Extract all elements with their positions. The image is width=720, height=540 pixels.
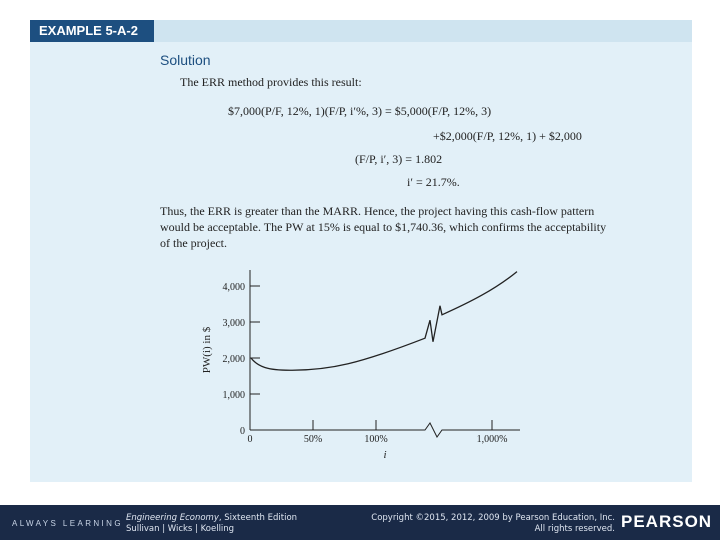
conclusion-line-3: of the project. <box>160 236 227 250</box>
book-authors: Sullivan | Wicks | Koelling <box>126 524 235 534</box>
x-tick-label: 1,000% <box>476 434 508 445</box>
x-tick-label: 100% <box>364 434 388 445</box>
y-tick-label: 2,000 <box>222 354 245 365</box>
y-tick-label: 4,000 <box>222 282 245 293</box>
equation-line-1: $7,000(P/F, 12%, 1)(F/P, i′%, 3) = $5,000(F/P, 12%, 3) <box>228 104 492 118</box>
footer-book-info <box>126 513 297 535</box>
rights-text: All rights reserved. <box>534 524 615 534</box>
solution-title: Solution <box>160 52 211 68</box>
copyright-text: Copyright ©2015, 2012, 2009 by Pearson Education, Inc. <box>371 513 615 523</box>
book-edition: , Sixteenth Edition <box>218 513 298 523</box>
x-tick-label: 0 <box>247 434 253 445</box>
equation-line-4: i′ = 21.7%. <box>407 175 460 189</box>
book-title: Engineering Economy <box>126 513 219 523</box>
y-axis-label: PW(i) in $ <box>201 326 213 374</box>
equation-line-2: +$2,000(F/P, 12%, 1) + $2,000 <box>433 129 582 143</box>
intro-text: The ERR method provides this result: <box>180 75 362 89</box>
equation-line-3: (F/P, i′, 3) = 1.802 <box>355 152 443 166</box>
conclusion-line-2: would be acceptable. The PW at 15% is equal to $1,740.36, which confirms the acceptability <box>160 220 607 234</box>
x-axis-label: i <box>383 449 387 461</box>
chart-series <box>251 272 517 371</box>
pearson-logo: PEARSON <box>621 512 713 531</box>
x-tick-label: 50% <box>303 434 323 445</box>
pw-curve <box>251 272 517 371</box>
y-tick-label: 3,000 <box>222 318 245 329</box>
footer-brand: ALWAYS LEARNING <box>12 519 123 528</box>
conclusion-line-1: Thus, the ERR is greater than the MARR. Hence, the project having this cash-flow pattern <box>160 204 595 218</box>
footer-copyright <box>371 513 615 535</box>
example-label: EXAMPLE 5-A-2 <box>30 20 154 42</box>
y-tick-label: 0 <box>240 426 245 437</box>
chart-ticks <box>223 282 508 445</box>
y-tick-label: 1,000 <box>222 390 245 401</box>
